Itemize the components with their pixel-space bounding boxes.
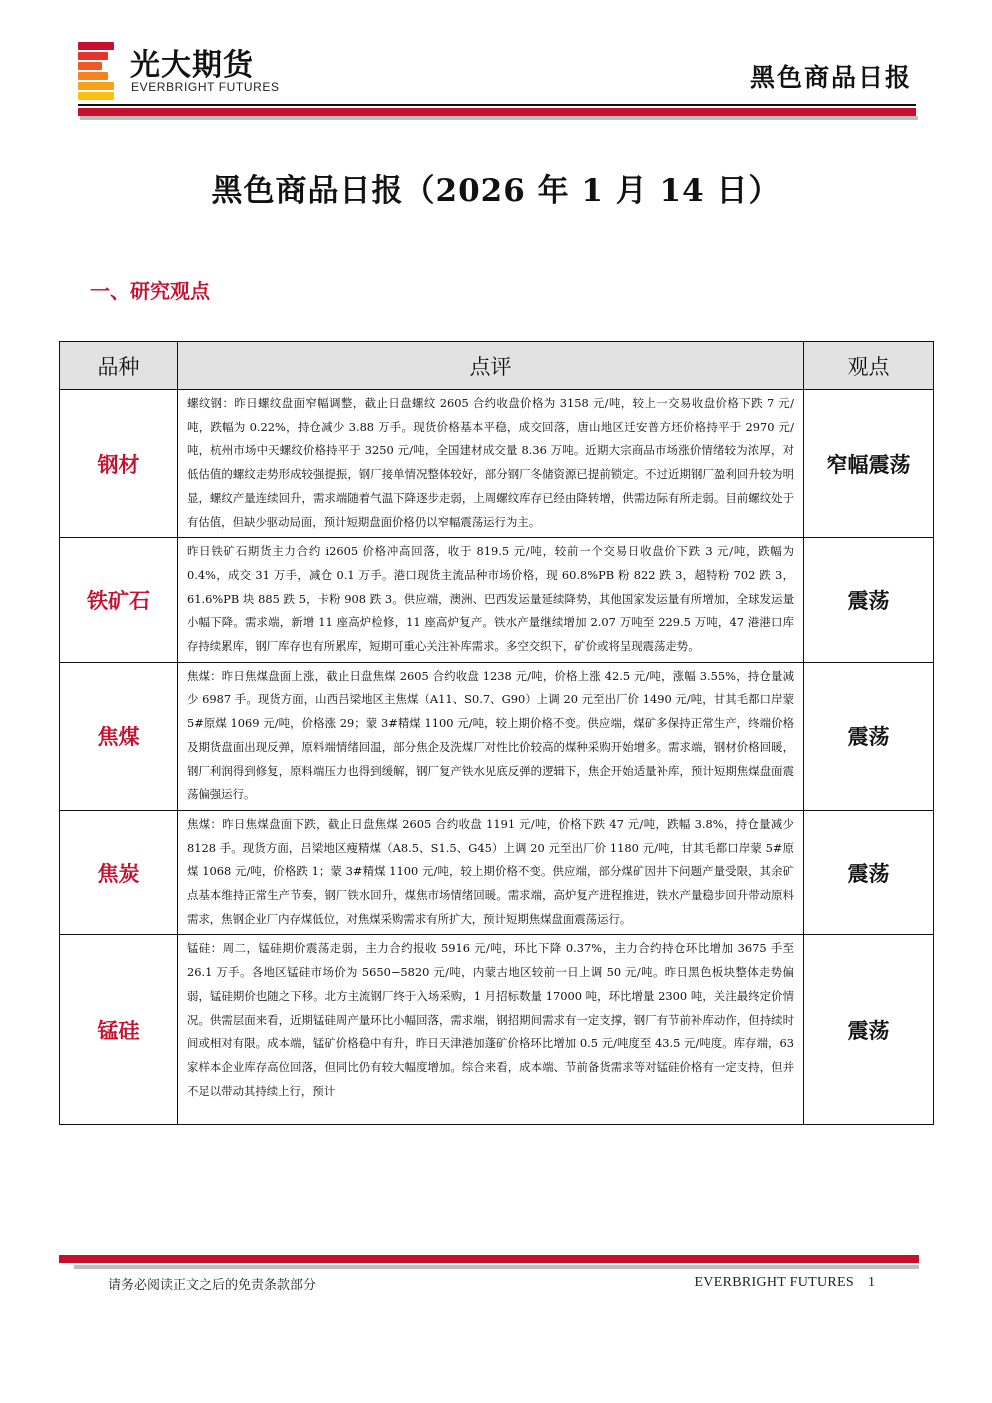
comment-text: 锰硅：周二，锰硅期价震荡走弱，主力合约报收 5916 元/吨，环比下降 0.37%，主力合约持仓环比增加 3675 手至 26.1 万手。各地区锰硅市场价为 5650−5820 元/吨，内蒙古地区较前一日上调 50 元/吨。昨日黑色板块整体走势偏弱，锰硅期价也随之下移。北方主流钢厂终于入场采购，1 月招标数量 17000 吨，环比增量 2300 吨，关注最终定价情况。供需层面来看，近期锰硅周产量环比小幅回落，需求端，钢招期间需求有一定支撑，钢厂有节前补库动作，但持续时间或相对有限。成本端，锰矿价格稳中有升，昨日天津港加蓬矿价格环比增加 0.5 元/吨度至 43.5 元/吨度。库存端，63 家样本企业库存高位回落，但同比仍有较大幅度增加。综合来看，成本端、节前备货需求等对锰硅价格有一定支持，但并不足以带动其持续上行，预计 [187,941,794,1098]
research-views-table [59,341,934,1125]
table-row [60,935,934,1125]
column-header-view: 观点 [804,342,934,390]
variety-cell: 铁矿石 [60,538,178,663]
page-header [0,0,992,125]
footer-brand: EVERBRIGHT FUTURES [694,1275,854,1290]
column-header-variety: 品种 [60,342,178,390]
column-header-comment: 点评 [178,342,804,390]
header-rule-shadow [80,116,918,120]
view-cell: 震荡 [804,935,934,1125]
logo-stripe [78,82,114,90]
report-series-name: 黑色商品日报 [749,63,912,92]
table-header-row [60,342,934,390]
view-cell: 窄幅震荡 [804,390,934,538]
logo-stripe [78,42,114,50]
logo-stripe [78,72,108,80]
footer-rule-gray [74,1265,919,1269]
view-cell: 震荡 [804,662,934,810]
comment-cell: 螺纹钢：昨日螺纹盘面窄幅调整，截止日盘螺纹 2605 合约收盘价格为 3158 元/吨，较上一交易收盘价格下跌 7 元/吨，跌幅为 0.22%，持仓减少 3.88 万手。现货价格基本平稳，成交回落，唐山地区迁安普方坯价格持平于 2970 元/吨，杭州市场中天螺纹价格持平于 3250 元/吨，全国建材成交量 8.36 万吨。近期大宗商品市场涨价情绪较为浓厚，对低估值的螺纹走势形成较强提振，钢厂接单情况整体较好，部分钢厂冬储资源已提前锁定。不过近期钢厂盈利回升较为明显，螺纹产量连续回升，需求端随着气温下降逐步走弱，上周螺纹库存已经由降转增，供需边际有所走弱。目前螺纹处于有估值，但缺少驱动局面，预计短期盘面价格仍以窄幅震荡运行为主。 [178,390,804,538]
logo-stripe [78,62,102,70]
variety-cell: 锰硅 [60,935,178,1125]
comment-cell: 焦煤：昨日焦煤盘面上涨，截止日盘焦煤 2605 合约收盘 1238 元/吨，价格上涨 42.5 元/吨，涨幅 3.55%，持仓量减少 6987 手。现货方面，山西吕梁地区主焦煤（A11、S0.7、G90）上调 20 元至出厂价 1490 元/吨，甘其毛都口岸蒙 5#原煤 1069 元/吨，价格涨 29；蒙 3#精煤 1100 元/吨，较上期价格不变。供应端，煤矿多保持正常生产，终端价格及期货盘面出现反弹，原料端情绪回温，部分焦企及洗煤厂对性比价较高的煤种采购开始增多。需求端，钢材价格回暖，钢厂利润得到修复，原料端压力也得到缓解，钢厂复产铁水见底反弹的逻辑下，焦企开始适量补库，预计短期焦煤盘面震荡偏强运行。 [178,662,804,810]
brand-name-cn: 光大期货 [130,48,254,83]
table-row [60,390,934,538]
document-title: 黑色商品日报（2026 年 1 月 14 日） [211,173,781,209]
footer-disclaimer: 请务必阅读正文之后的免责条款部分 [108,1278,317,1293]
variety-cell: 焦炭 [60,810,178,935]
section-heading: 一、研究观点 [90,279,210,303]
brand-name-en: EVERBRIGHT FUTURES [131,80,280,94]
logo-stripe [78,92,114,100]
logo-stripe [78,52,108,60]
page-number: 1 [868,1275,875,1290]
footer-rule-red [59,1255,919,1263]
comment-cell: 焦煤：昨日焦煤盘面下跌，截止日盘焦煤 2605 合约收盘 1191 元/吨，价格下跌 47 元/吨，跌幅 3.8%，持仓量减少 8128 手。现货方面，吕梁地区瘦精煤（A8.5、S1.5、G45）上调 20 元至出厂价 1180 元/吨，甘其毛都口岸蒙 5#原煤 1068 元/吨，价格跌 1；蒙 3#精煤 1100 元/吨，较上期价格不变。供应端，部分煤矿因井下问题产量受限，其余矿点基本维持正常生产节奏，钢厂铁水回升，煤焦市场情绪回暖。需求端，高炉复产进程推进，铁水产量稳步回升带动原料需求，焦钢企业厂内存煤低位，对焦煤采购需求有所扩大，预计短期焦煤盘面震荡运行。 [178,810,804,935]
header-rule-red [78,108,916,116]
comment-cell [178,935,804,1125]
table-row [60,538,934,663]
view-cell: 震荡 [804,538,934,663]
table-row [60,810,934,935]
table-row [60,662,934,810]
variety-cell: 焦煤 [60,662,178,810]
everbright-logo-icon [78,42,114,100]
view-cell: 震荡 [804,810,934,935]
variety-cell: 钢材 [60,390,178,538]
comment-cell: 昨日铁矿石期货主力合约 i2605 价格冲高回落，收于 819.5 元/吨，较前一个交易日收盘价下跌 3 元/吨，跌幅为 0.4%，成交 31 万手，减仓 0.1 万手。港口现货主流品种市场价格，现 60.8%PB 粉 822 跌 3，超特粉 702 跌 3，61.6%PB 块 885 跌 5，卡粉 908 跌 3。供应端，澳洲、巴西发运量延续降势，其他国家发运量有所增加，全球发运量小幅下降。需求端，新增 11 座高炉检修，11 座高炉复产。铁水产量继续增加 2.07 万吨至 229.5 万吨，47 港港口库存持续累库，钢厂库存也有所累库，短期可重心关注补库需求。多空交织下，矿价或将呈现震荡走势。 [178,538,804,663]
header-rule-black [78,104,916,106]
